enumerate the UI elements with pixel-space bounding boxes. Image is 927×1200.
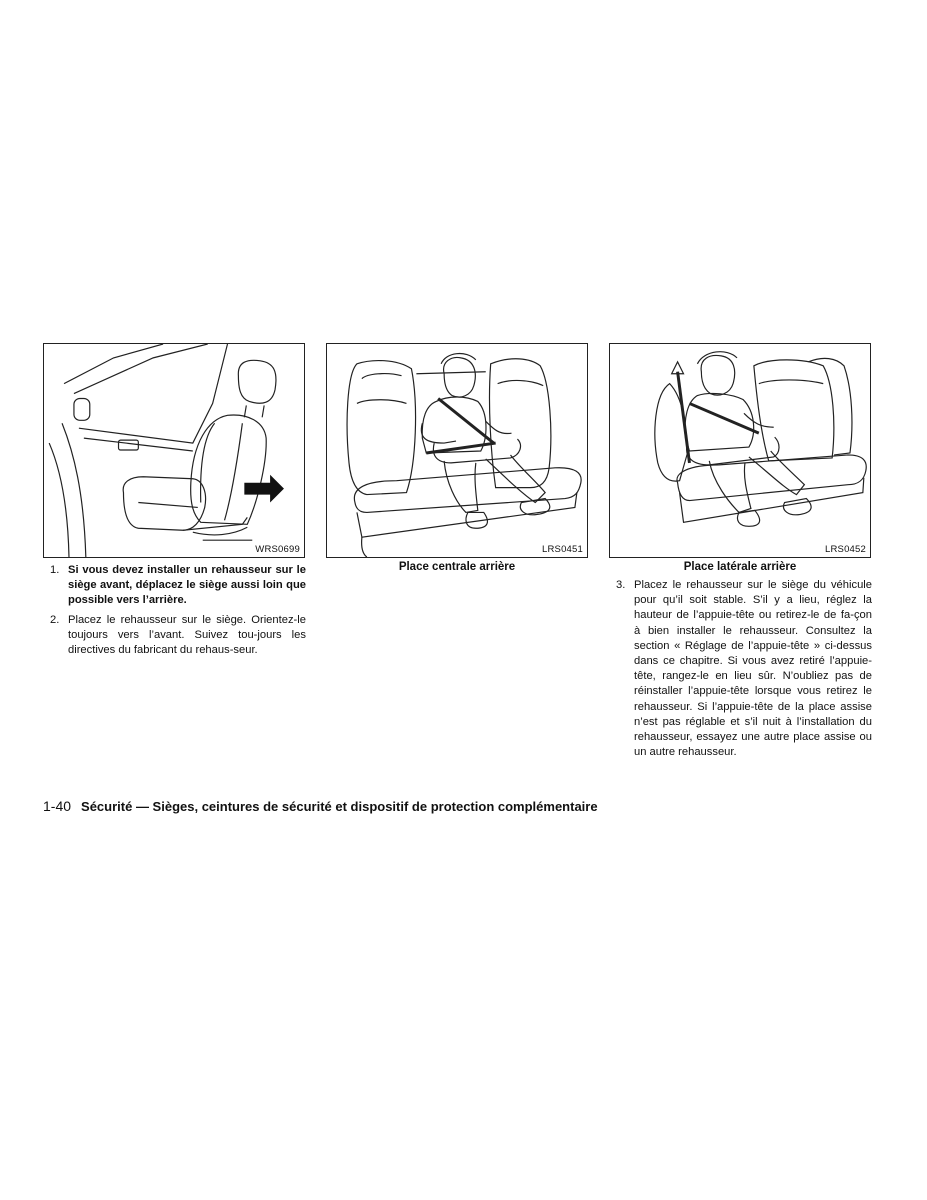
section-title: Sécurité — Sièges, ceintures de sécurité et dispositif de protection complémentaire — [81, 799, 598, 814]
figure-code: LRS0451 — [541, 544, 583, 555]
step-item — [50, 563, 306, 609]
step-text: Placez le rehausseur sur le siège. Orientez-le toujours vers l’avant. Suivez tou-jours les directives du fabricant du rehaus-seur. — [68, 614, 306, 657]
step-item — [50, 613, 306, 659]
figure-caption-center: Place centrale arrière — [398, 561, 516, 573]
figure-code: WRS0699 — [255, 544, 300, 555]
figure-rear-center — [326, 343, 588, 558]
figure-front-seat — [43, 343, 305, 558]
arrow-icon — [244, 475, 284, 503]
step-number: 3. — [616, 579, 626, 591]
page-footer — [43, 798, 598, 814]
figure-rear-side — [609, 343, 871, 558]
step-text: Si vous devez installer un rehausseur sur le siège avant, déplacez le siège aussi loin que possible vers l’arrière. — [68, 564, 306, 607]
figure-code: LRS0452 — [824, 544, 866, 555]
front-seat-illustration — [44, 344, 304, 557]
rear-center-seat-illustration — [327, 344, 587, 557]
page-number: 1-40 — [43, 798, 72, 814]
step-item — [616, 578, 872, 760]
step-number: 2. — [50, 614, 60, 626]
step-number: 1. — [50, 564, 60, 576]
step-text: Placez le rehausseur sur le siège du véhicule pour qu’il soit stable. S’il y a lieu, réglez la hauteur de l’appuie-tête ou retirez-le de fa-çon à bien installer le rehausseur. Consultez la section « Réglage de l’appuie-tête » ci-dessus dans ce chapitre. Si vous avez retiré l’appuie-tête, rangez-le en lieu sûr. N’oubliez pas de réinstaller l’appuie-tête lorsque vous retirez le rehausseur. Si l’appuie-tête de la place assise n’est pas réglable et s’il nuit à l’installation du rehausseur, essayez une autre place assise ou un autre rehausseur. — [634, 579, 872, 759]
figure-caption-side: Place latérale arrière — [683, 561, 797, 573]
rear-side-seat-illustration — [610, 344, 870, 557]
